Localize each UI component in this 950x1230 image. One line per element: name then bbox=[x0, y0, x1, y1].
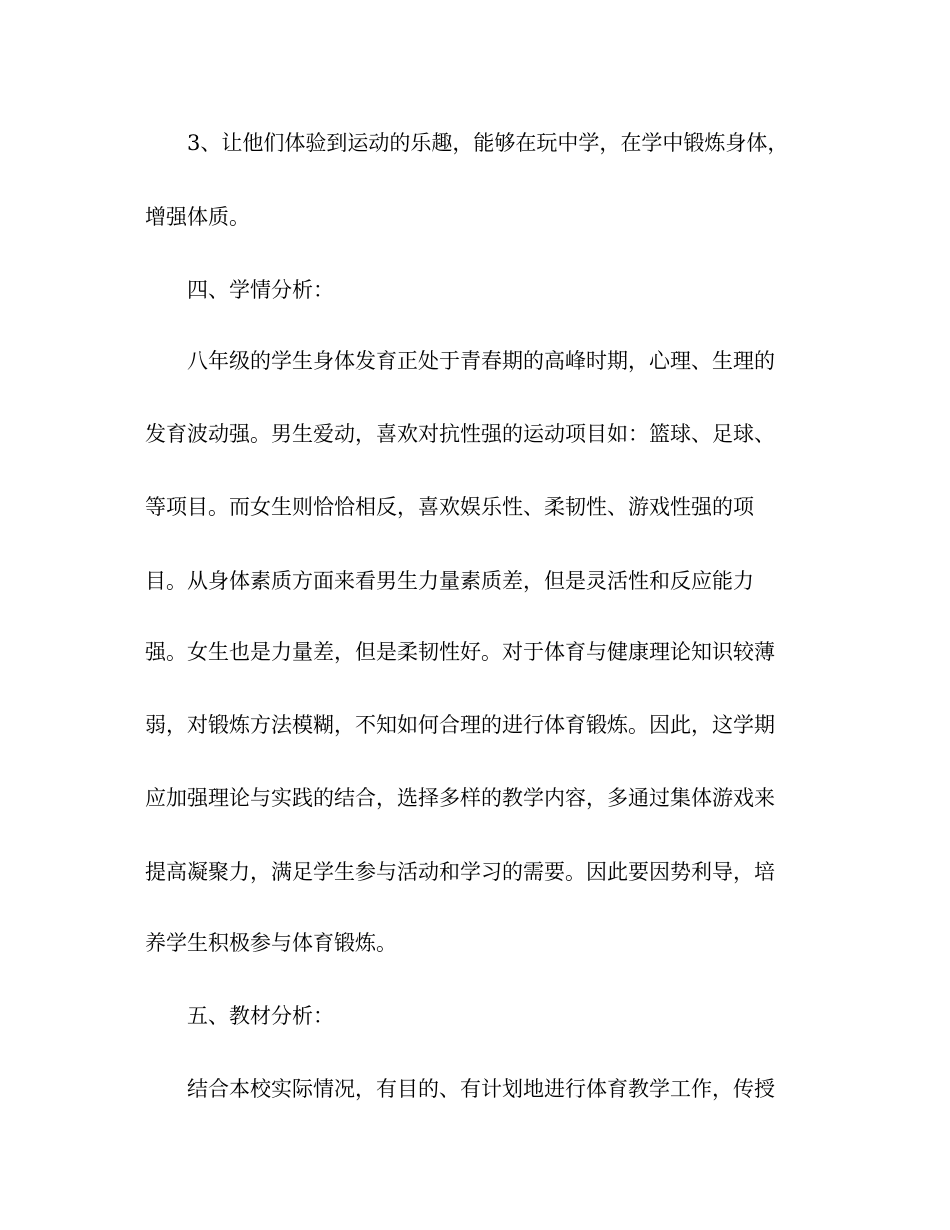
paragraph-line: 弱，对锻炼方法模糊，不知如何合理的进行体育锻炼。因此，这学期 bbox=[145, 713, 775, 737]
paragraph-line: 发育波动强。男生爱动，喜欢对抗性强的运动项目如：篮球、足球、 bbox=[145, 422, 775, 446]
paragraph-line: 3、让他们体验到运动的乐趣，能够在玩中学，在学中锻炼身体， bbox=[187, 131, 789, 155]
section-heading: 五、教材分析： bbox=[187, 1004, 334, 1028]
paragraph-line: 八年级的学生身体发育正处于青春期的高峰时期，心理、生理的 bbox=[187, 349, 775, 373]
paragraph-line: 应加强理论与实践的结合，选择多样的教学内容，多通过集体游戏来 bbox=[145, 786, 775, 810]
paragraph-line: 提高凝聚力，满足学生参与活动和学习的需要。因此要因势利导，培 bbox=[145, 860, 775, 884]
paragraph-line: 目。从身体素质方面来看男生力量素质差，但是灵活性和反应能力 bbox=[145, 569, 754, 593]
paragraph-line: 增强体质。 bbox=[145, 205, 250, 229]
paragraph-line: 结合本校实际情况，有目的、有计划地进行体育教学工作，传授 bbox=[187, 1077, 775, 1101]
paragraph-line: 强。女生也是力量差，但是柔韧性好。对于体育与健康理论知识较薄 bbox=[145, 640, 775, 664]
paragraph-line: 等项目。而女生则恰恰相反，喜欢娱乐性、柔韧性、游戏性强的项 bbox=[145, 495, 754, 519]
section-heading: 四、学情分析： bbox=[187, 278, 334, 302]
paragraph-line: 养学生积极参与体育锻炼。 bbox=[145, 931, 397, 955]
